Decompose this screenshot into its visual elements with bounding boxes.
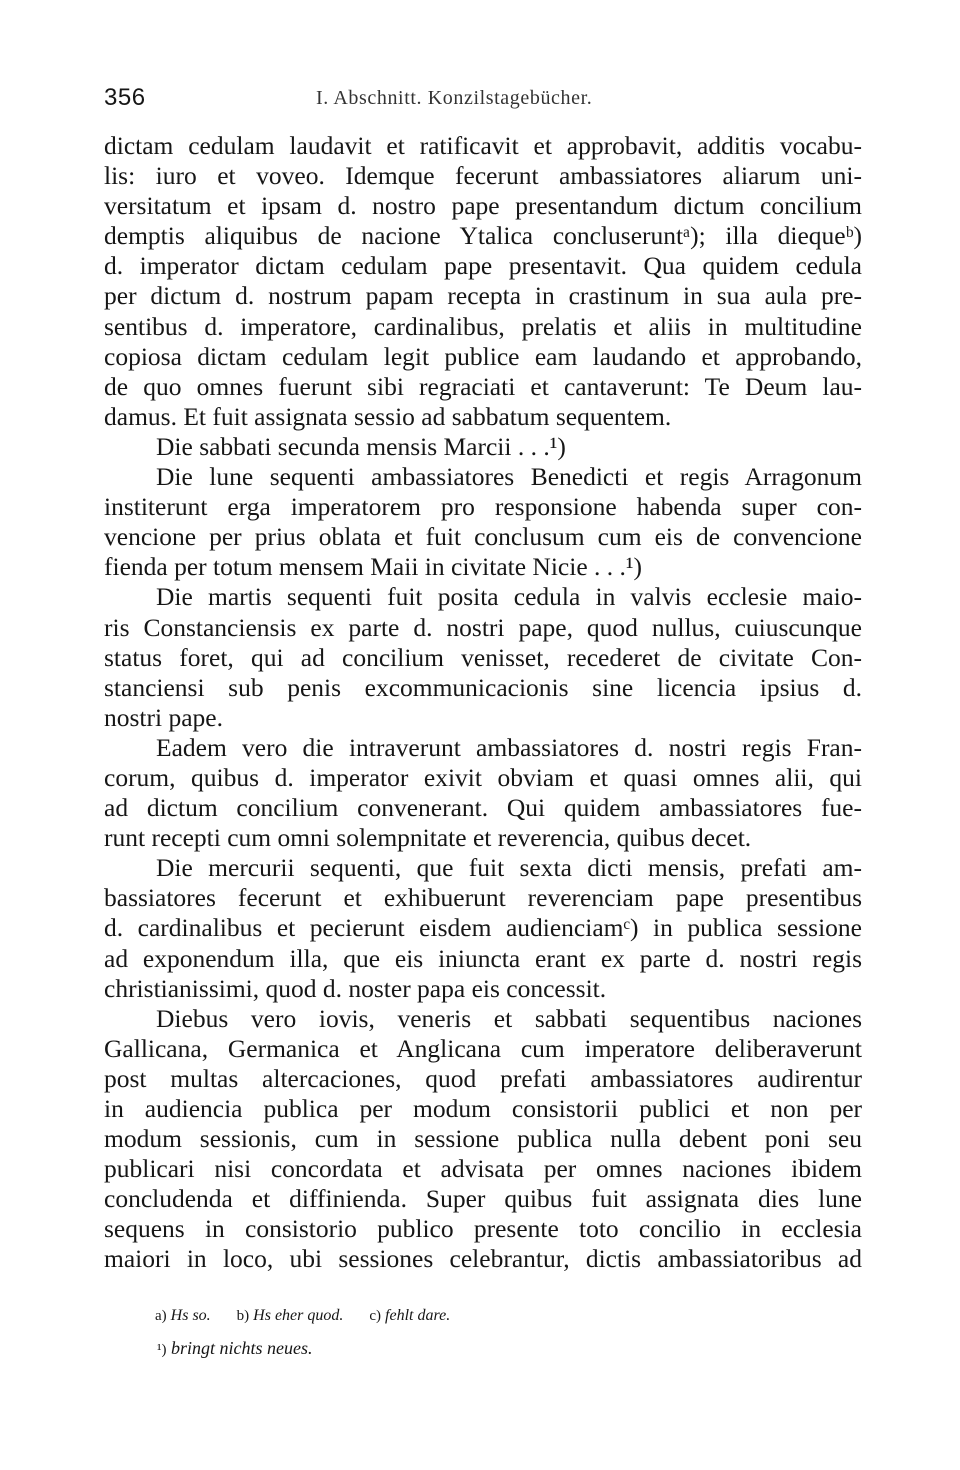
text-line: maiori in loco, ubi sessiones celebrantur, dictis ambassiatoribus ad <box>104 1244 862 1274</box>
text-line: lis: iuro et voveo. Idemque fecerunt ambassiatores aliarum uni- <box>104 161 862 191</box>
text-line: in audiencia publica per modum consistorii publici et non per <box>104 1094 862 1123</box>
footnote-row-critical <box>155 1300 855 1332</box>
text-line: runt recepti cum omni solempnitate et reverencia, quibus decet. <box>104 823 752 853</box>
text-line: sentibus d. imperatore, cardinalibus, prelatis et aliis in multitudine <box>104 311 862 341</box>
text-line: post multas altercaciones, quod prefati ambassiatores audirentur <box>104 1063 862 1093</box>
text-line: copiosa dictam cedulam legit publice eam laudando et approbando, <box>104 341 862 371</box>
text-line: publicari nisi concordata et advisata per omnes naciones ibidem <box>104 1154 862 1184</box>
text-line: Die mercurii sequenti, que fuit sexta dicti mensis, prefati am- <box>156 853 862 883</box>
text-line: dictam cedulam laudavit et ratificavit et approbavit, additis vocabu- <box>104 131 862 160</box>
text-line: demptis aliquibus de nacione Ytalica concluseruntᵃ); illa diequeᵇ) <box>104 221 862 251</box>
page-header <box>104 84 864 118</box>
footnote-b <box>237 1307 348 1324</box>
footnote-mark: ¹) <box>157 1342 167 1358</box>
text-line: d. cardinalibus et pecierunt eisdem audienciamᶜ) in publica sessione <box>104 913 862 943</box>
text-line: stanciensi sub penis excommunicacionis sine licencia ipsius d. <box>104 672 862 702</box>
text-line: christianissimi, quod d. noster papa eis concessit. <box>104 973 607 1003</box>
text-line: modum sessionis, cum in sessione publica nulla debent poni seu <box>104 1124 862 1154</box>
footnote-text: Hs so. <box>170 1307 211 1324</box>
text-line: fienda per totum mensem Maii in civitate Nicie . . .¹) <box>104 552 643 582</box>
footnote-a <box>155 1307 215 1324</box>
text-line: Gallicana, Germanica et Anglicana cum imperatore deliberaverunt <box>104 1033 862 1063</box>
footnote-mark: a) <box>155 1308 167 1324</box>
text-line: Die lune sequenti ambassiatores Benedicti et regis Arragonum <box>156 462 862 492</box>
footnote-text: Hs eher quod. <box>253 1307 344 1324</box>
text-line: Diebus vero iovis, veneris et sabbati sequentibus naciones <box>156 1003 862 1033</box>
text-line: concludenda et diffinienda. Super quibus fuit assignata dies lune <box>104 1184 862 1214</box>
text-line: nostri pape. <box>104 702 223 732</box>
text-line: d. imperator dictam cedulam pape presentavit. Qua quidem cedula <box>104 251 862 281</box>
footnote-row-numbered <box>155 1332 855 1364</box>
text-line: damus. Et fuit assignata sessio ad sabbatum sequentem. <box>104 401 672 431</box>
footnote-c <box>369 1307 450 1324</box>
text-line: ad dictum concilium convenerant. Qui quidem ambassiatores fue- <box>104 793 862 823</box>
text-line: versitatum et ipsam d. nostro pape presentandum dictum concilium <box>104 191 862 221</box>
footnote-mark: c) <box>369 1308 382 1324</box>
body-text <box>104 131 862 1275</box>
footnote-text: bringt nichts neues. <box>171 1338 313 1358</box>
text-line: Eadem vero die intraverunt ambassiatores d. nostri regis Fran- <box>156 732 862 762</box>
footnote-text: fehlt dare. <box>385 1307 451 1324</box>
footnotes <box>155 1300 855 1364</box>
text-line: de quo omnes fuerunt sibi regraciati et cantaverunt: Te Deum lau- <box>104 371 862 401</box>
text-line: ris Constanciensis ex parte d. nostri pape, quod nullus, cuiuscunque <box>104 612 862 642</box>
text-line: vencione per prius oblata et fuit conclusum cum eis de convencione <box>104 522 862 552</box>
text-line: institerunt erga imperatorem pro responsione habenda super con- <box>104 492 862 522</box>
text-line: bassiatores fecerunt et exhibuerunt reverenciam pape presentibus <box>104 883 862 913</box>
text-line: sequens in consistorio publico presente toto concilio in ecclesia <box>104 1214 862 1244</box>
text-line: corum, quibus d. imperator exivit obviam et quasi omnes alii, qui <box>104 762 862 792</box>
text-line: per dictum d. nostrum papam recepta in crastinum in sua aula pre- <box>104 281 862 311</box>
running-head: I. Abschnitt. Konzilstagebücher. <box>316 87 593 109</box>
text-line: ad exponendum illa, que eis iniuncta erant ex parte d. nostri regis <box>104 943 862 973</box>
page-number: 356 <box>104 84 146 111</box>
footnote-mark: b) <box>236 1308 250 1324</box>
footnote-1 <box>157 1338 313 1358</box>
text-line: Die martis sequenti fuit posita cedula in valvis ecclesie maio- <box>156 582 862 612</box>
text-line: status foret, qui ad concilium venisset, recederet de civitate Con- <box>104 642 862 672</box>
text-line: Die sabbati secunda mensis Marcii . . .¹) <box>156 431 566 461</box>
